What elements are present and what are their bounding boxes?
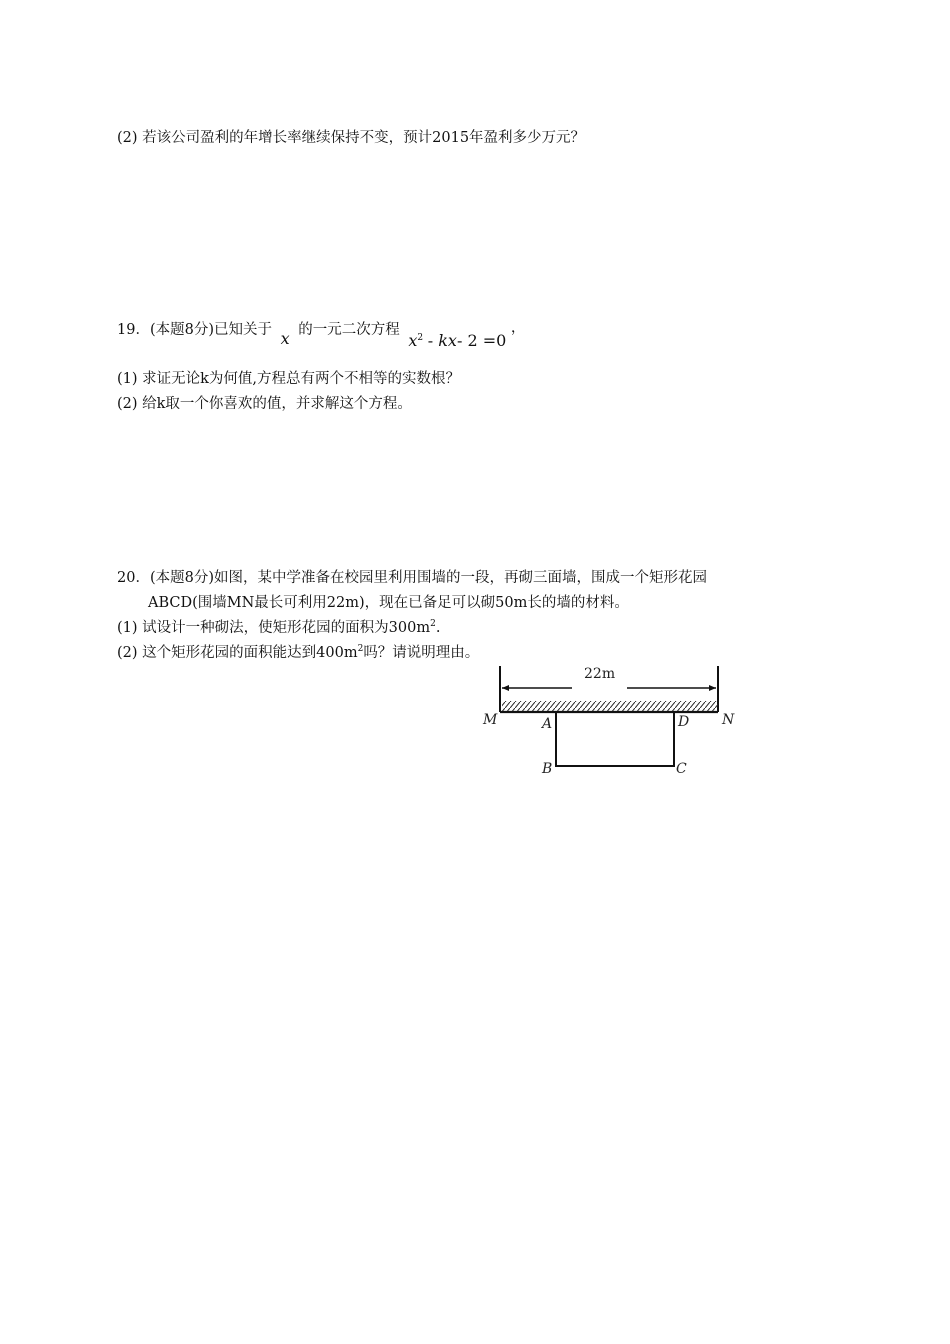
dim-label-22m: 22m [584, 666, 616, 682]
q20-part2-exp: 2 [357, 644, 364, 655]
q20-part1-end: . [435, 620, 441, 636]
eq-exponent: 2 [417, 333, 424, 344]
q20-part1-exp: 2 [430, 619, 436, 630]
q19-variable-x: x [280, 329, 290, 348]
garden-rectangle-abcd [556, 712, 674, 766]
wall-hatching [502, 701, 718, 712]
eq-x: x [408, 331, 418, 350]
eq-minus-1: - [427, 331, 439, 350]
garden-diagram [480, 660, 750, 785]
garden-figure [480, 660, 750, 785]
q19-equation [408, 331, 511, 350]
dim-arrow-left [502, 685, 509, 691]
eq-rest: - 2 =0 [456, 331, 507, 350]
q20-part2-end: 吗？请说明理由。 [363, 645, 480, 661]
q18-part2: (2) 若该公司盈利的年增长率继续保持不变，预计2015年盈利多少万元？ [117, 130, 586, 146]
q19-part2: (2) 给k取一个你喜欢的值，并求解这个方程。 [117, 396, 412, 412]
q19-stem-prefix: 19．(本题8分)已知关于 [117, 322, 272, 338]
q19-stem-mid: 的一元二次方程 [298, 322, 400, 338]
q19-part1: (1) 求证无论k为何值,方程总有两个不相等的实数根？ [117, 371, 461, 387]
label-c: C [676, 761, 687, 777]
q20-part1-text: (1) 试设计一种砌法，使矩形花园的面积为300m [117, 620, 431, 636]
eq-kx: kx [438, 331, 457, 350]
q20-stem-line2: ABCD(围墙MN最长可利用22m)，现在已备足可以砌50m长的墙的材料。 [148, 595, 629, 611]
q20-part2-text: (2) 这个矩形花园的面积能达到400m [117, 645, 358, 661]
label-d: D [678, 714, 690, 730]
dim-arrow-right [709, 685, 716, 691]
label-m: M [483, 712, 498, 728]
label-b: B [542, 761, 553, 777]
q19-comma: ， [510, 320, 526, 336]
label-a: A [542, 716, 553, 732]
q19-stem [117, 320, 526, 350]
label-n: N [722, 712, 735, 728]
q20-part2 [117, 644, 479, 662]
q20-part1 [117, 619, 440, 637]
q20-stem-line1: 20．(本题8分)如图，某中学准备在校园里利用围墙的一段，再砌三面墙，围成一个矩形花园 [117, 570, 707, 586]
